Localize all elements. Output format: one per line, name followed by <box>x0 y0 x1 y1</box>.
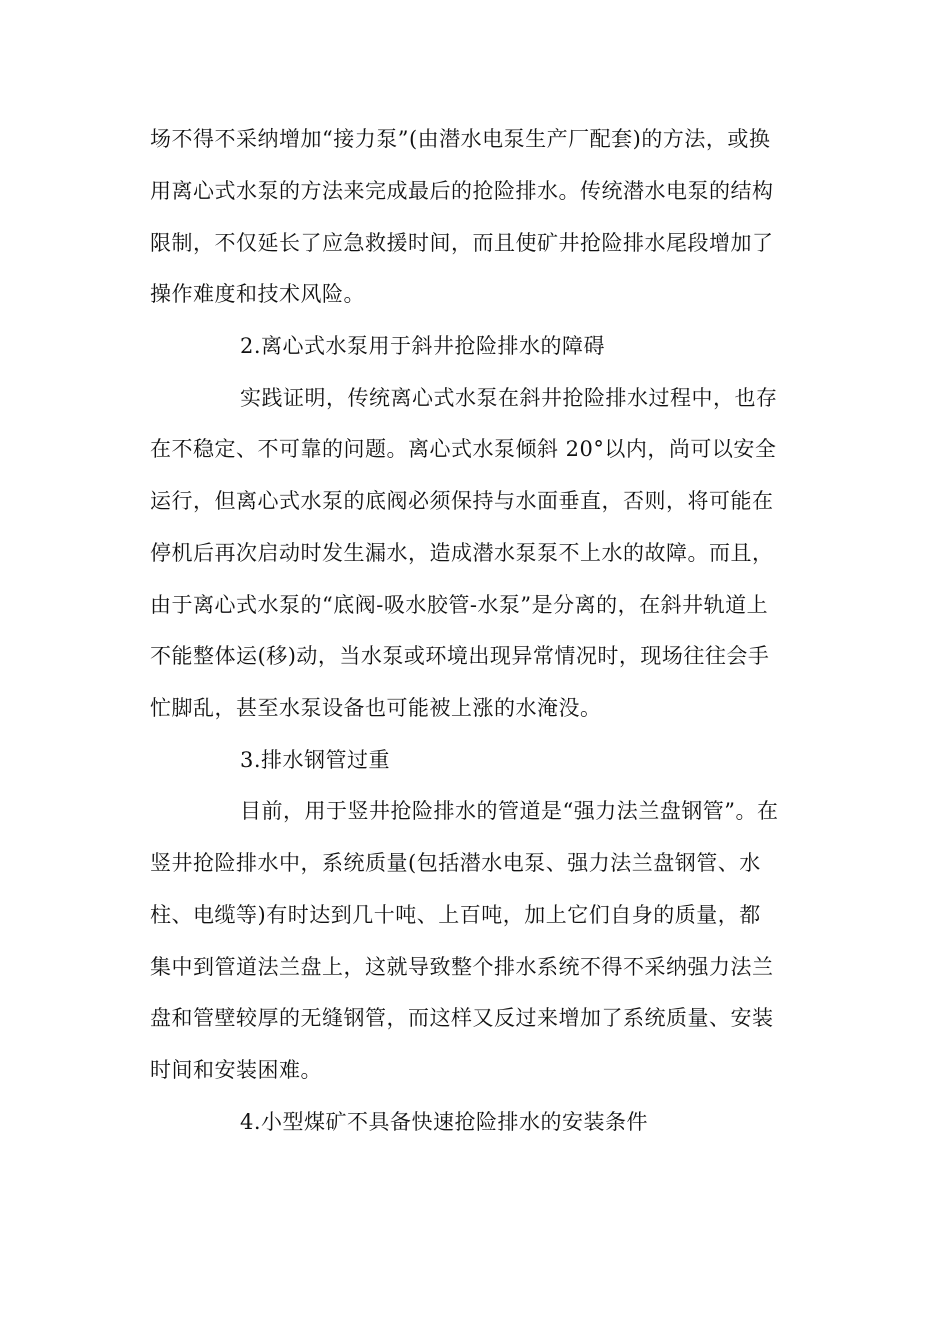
text-line: 由于离心式水泵的“底阀-吸水胶管-水泵”是分离的，在斜井轨道上 <box>150 593 769 617</box>
text-line: 盘和管壁较厚的无缝钢管，而这样又反过来增加了系统质量、安装 <box>150 1006 774 1030</box>
text-line: 目前，用于竖井抢险排水的管道是“强力法兰盘钢管”。在 <box>240 799 779 823</box>
text-line: 实践证明，传统离心式水泵在斜井抢险排水过程中，也存 <box>240 386 778 410</box>
text-line: 在不稳定、不可靠的问题。离心式水泵倾斜 20°以内，尚可以安全 <box>150 437 777 461</box>
text-line: 场不得不采纳增加“接力泵”(由潜水电泵生产厂配套)的方法，或换 <box>150 127 771 151</box>
section-heading: 3.排水钢管过重 <box>240 748 391 772</box>
text-line: 用离心式水泵的方法来完成最后的抢险排水。传统潜水电泵的结构 <box>150 179 774 203</box>
text-line: 限制，不仅延长了应急救援时间，而且使矿井抢险排水尾段增加了 <box>150 231 774 255</box>
text-line: 不能整体运(移)动，当水泵或环境出现异常情况时，现场往往会手 <box>150 644 770 668</box>
text-line: 操作难度和技术风险。 <box>150 282 365 306</box>
text-line: 集中到管道法兰盘上，这就导致整个排水系统不得不采纳强力法兰 <box>150 955 774 979</box>
text-line: 竖井抢险排水中，系统质量(包括潜水电泵、强力法兰盘钢管、水 <box>150 851 761 875</box>
text-line: 柱、电缆等)有时达到几十吨、上百吨，加上它们自身的质量，都 <box>150 903 761 927</box>
text-line: 停机后再次启动时发生漏水，造成潜水泵泵不上水的故障。而且， <box>150 541 774 565</box>
text-line: 忙脚乱，甚至水泵设备也可能被上涨的水淹没。 <box>150 696 602 720</box>
text-line: 运行，但离心式水泵的底阀必须保持与水面垂直，否则，将可能在 <box>150 489 774 513</box>
section-heading: 2.离心式水泵用于斜井抢险排水的障碍 <box>240 334 606 358</box>
text-line: 时间和安装困难。 <box>150 1058 322 1082</box>
section-heading: 4.小型煤矿不具备快速抢险排水的安装条件 <box>240 1110 649 1134</box>
